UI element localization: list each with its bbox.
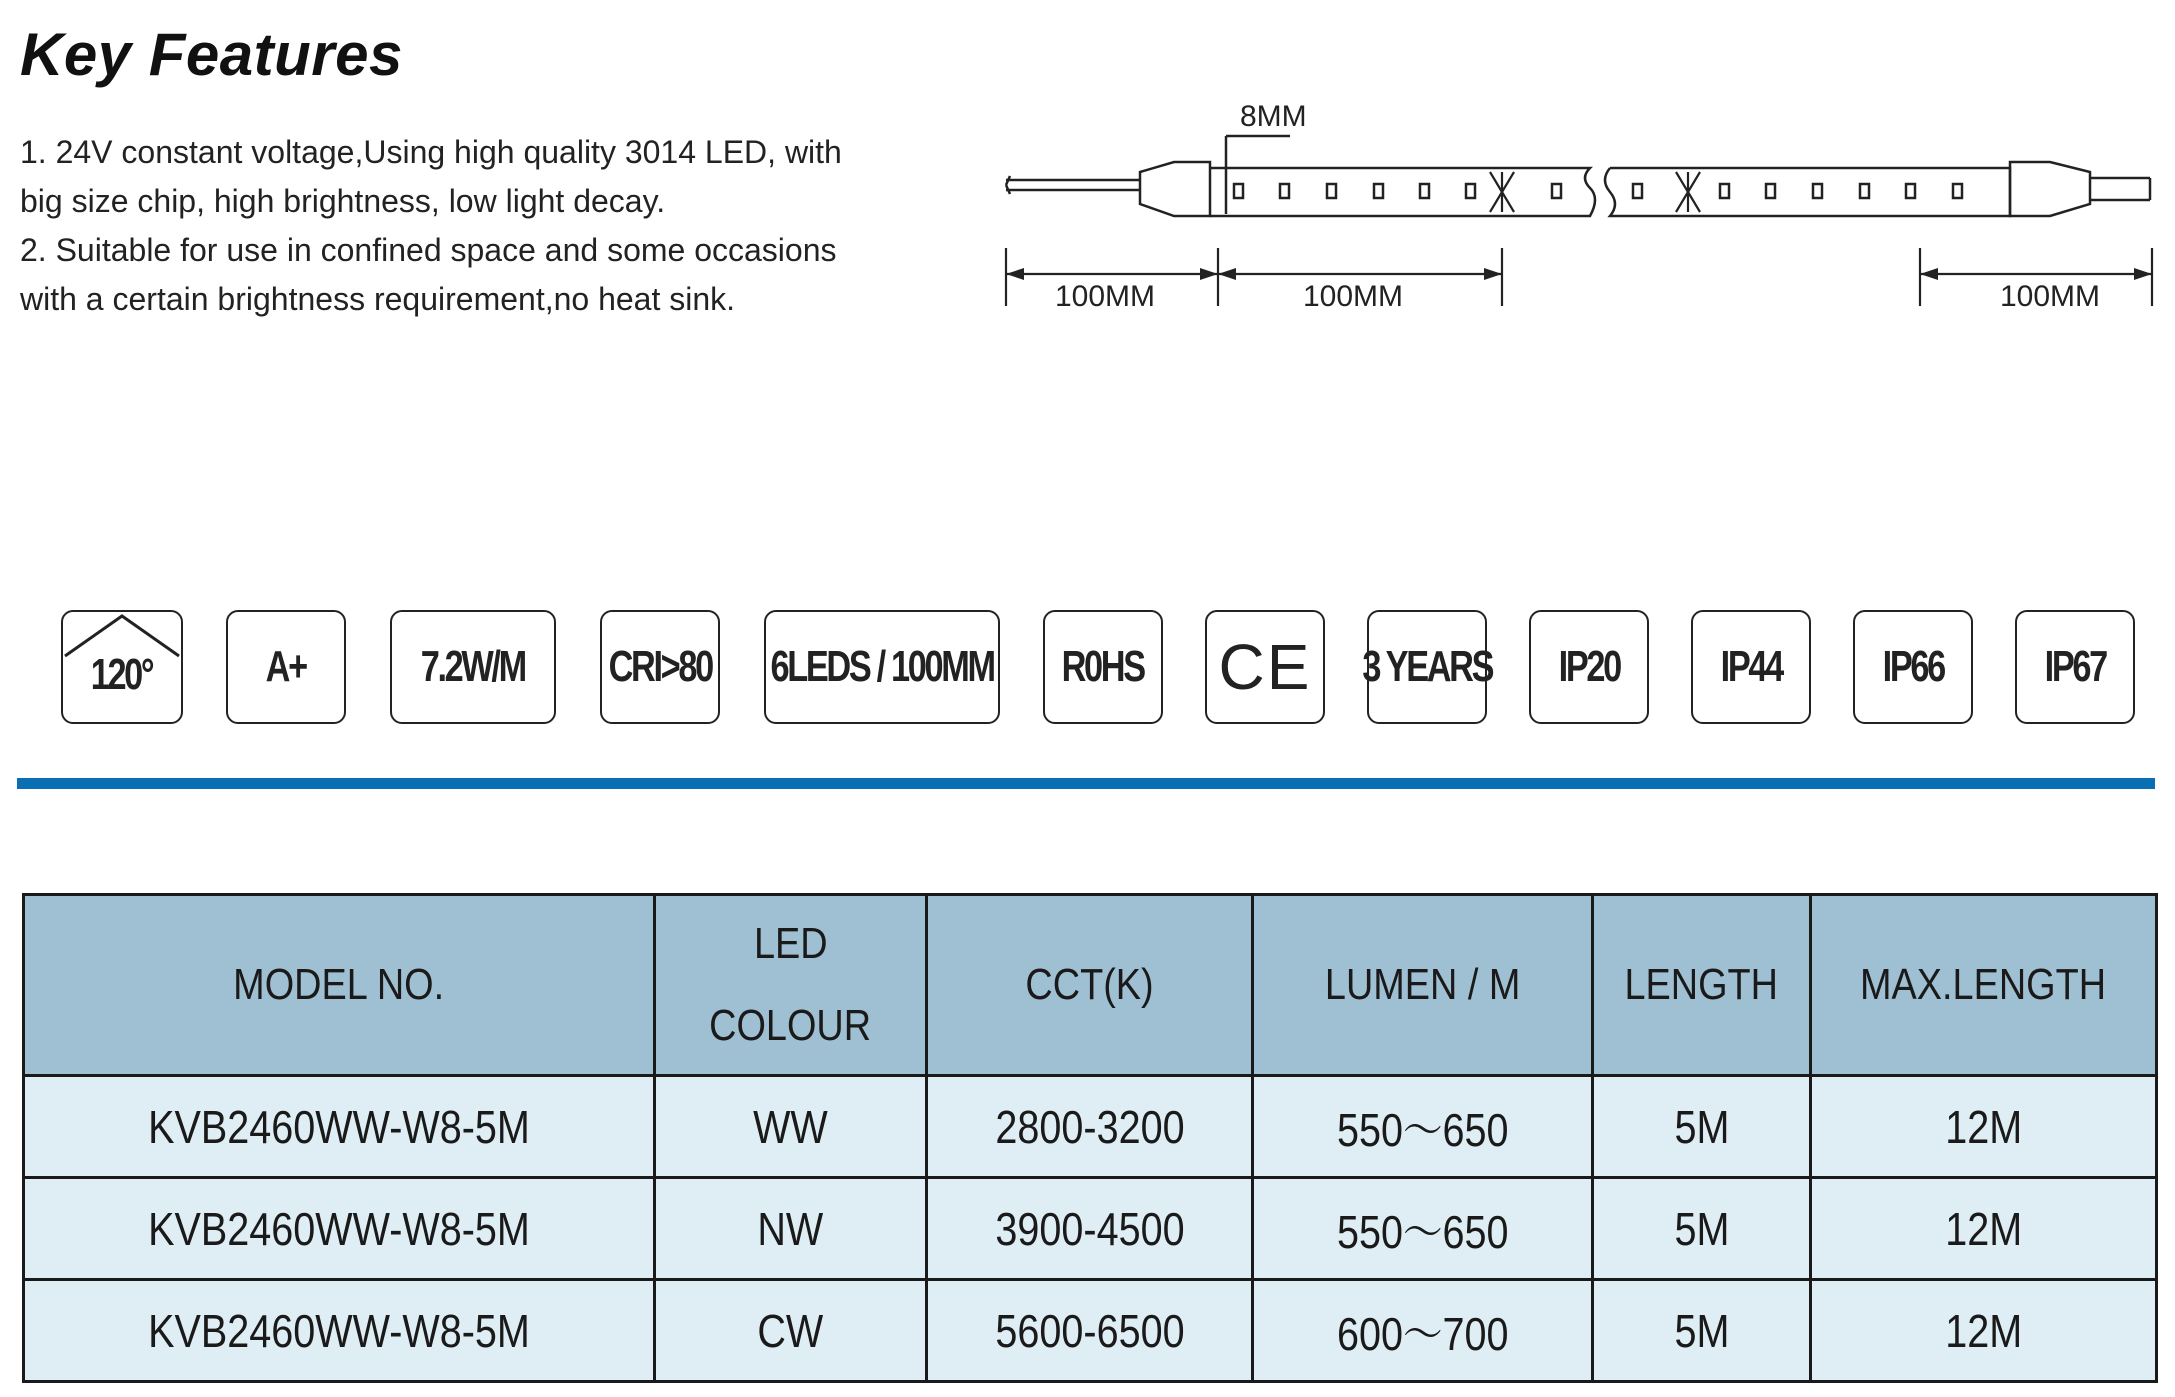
column-header-length: LENGTH xyxy=(1593,895,1811,1076)
cell-model: KVB2460WW-W8-5M xyxy=(24,1076,655,1178)
badge-beam-angle: 120° xyxy=(61,610,183,724)
cell-length: 5M xyxy=(1593,1280,1811,1382)
badge-rohs: R0HS xyxy=(1043,610,1163,724)
section-divider xyxy=(17,778,2155,789)
column-header-lumen: LUMEN / M xyxy=(1253,895,1593,1076)
spec-table xyxy=(22,893,2158,1383)
table-header-row xyxy=(24,895,2157,1076)
ce-mark-icon: CE xyxy=(1218,631,1312,703)
feature-line: with a certain brightness requirement,no heat sink. xyxy=(20,281,736,317)
cell-colour: NW xyxy=(655,1178,927,1280)
dimension-label: 100MM xyxy=(1303,280,1404,313)
feature-line: big size chip, high brightness, low light decay. xyxy=(20,183,666,219)
feature-list xyxy=(20,128,920,324)
badge-warranty: 3 YEARS xyxy=(1367,610,1487,724)
badge-power: 7.2W/M xyxy=(390,610,556,724)
badge-ce xyxy=(1205,610,1325,724)
column-header-led-colour: LED COLOUR xyxy=(655,895,927,1076)
table-row xyxy=(24,1178,2157,1280)
cell-max-length: 12M xyxy=(1811,1178,2157,1280)
dimension-label: 100MM xyxy=(2000,280,2101,313)
cell-cct: 3900-4500 xyxy=(927,1178,1253,1280)
cell-max-length: 12M xyxy=(1811,1076,2157,1178)
cell-colour: WW xyxy=(655,1076,927,1178)
cell-lumen: 550～650 xyxy=(1253,1076,1593,1178)
column-header-cct: CCT(K) xyxy=(927,895,1253,1076)
table-row xyxy=(24,1280,2157,1382)
cell-length: 5M xyxy=(1593,1076,1811,1178)
badge-ip20: IP20 xyxy=(1529,610,1649,724)
cell-lumen: 600～700 xyxy=(1253,1280,1593,1382)
page-title: Key Features xyxy=(20,21,403,88)
cell-length: 5M xyxy=(1593,1178,1811,1280)
badge-cri: CRI>80 xyxy=(600,610,720,724)
badge-energy-class: A+ xyxy=(226,610,346,724)
cell-colour: CW xyxy=(655,1280,927,1382)
cell-cct: 2800-3200 xyxy=(927,1076,1253,1178)
badge-ip44: IP44 xyxy=(1691,610,1811,724)
cell-max-length: 12M xyxy=(1811,1280,2157,1382)
feature-line: 2. Suitable for use in confined space and some occasions xyxy=(20,232,837,268)
badge-led-density: 6LEDS / 100MM xyxy=(764,610,1000,724)
cell-cct: 5600-6500 xyxy=(927,1280,1253,1382)
feature-line: 1. 24V constant voltage,Using high quality 3014 LED, with xyxy=(20,134,842,170)
dimension-label: 100MM xyxy=(1055,280,1156,313)
cell-model: KVB2460WW-W8-5M xyxy=(24,1280,655,1382)
cell-lumen: 550～650 xyxy=(1253,1178,1593,1280)
table-row xyxy=(24,1076,2157,1178)
badge-ip67: IP67 xyxy=(2015,610,2135,724)
badge-ip66: IP66 xyxy=(1853,610,1973,724)
column-header-model: MODEL NO. xyxy=(24,895,655,1076)
column-header-max-length: MAX.LENGTH xyxy=(1811,895,2157,1076)
led-strip-dimension-diagram xyxy=(990,92,2160,332)
cell-model: KVB2460WW-W8-5M xyxy=(24,1178,655,1280)
spec-badge-row xyxy=(0,610,2175,730)
pitch-label: 8MM xyxy=(1240,100,1307,133)
